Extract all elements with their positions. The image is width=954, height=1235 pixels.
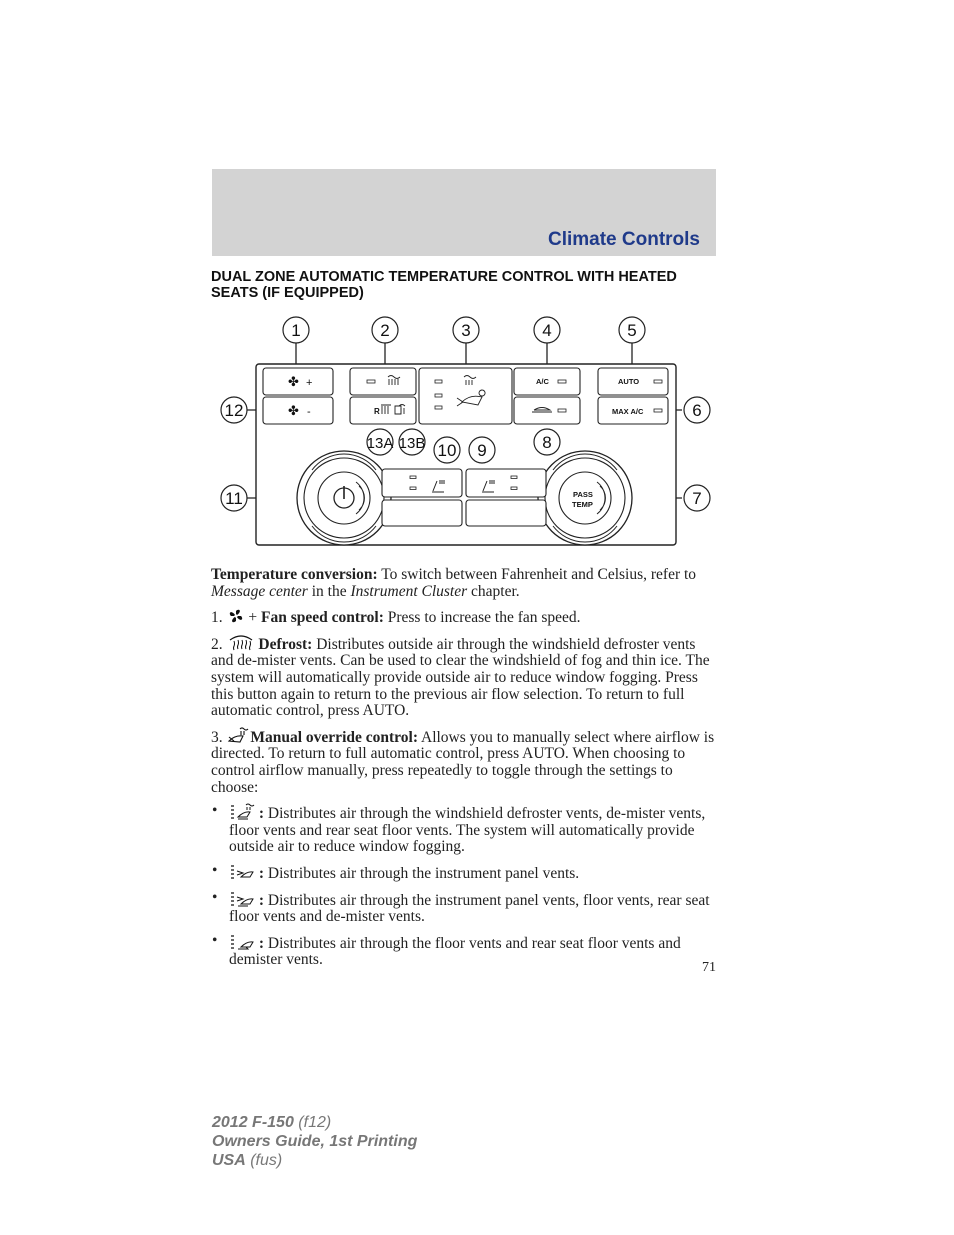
list-item: [211, 863, 717, 883]
item-manual-override: [211, 727, 717, 796]
item-defrost: [211, 634, 717, 720]
item-text: Press to increase the fan speed.: [383, 609, 581, 627]
defrost-button[interactable]: [350, 368, 416, 395]
max-ac-label: MAX A/C: [612, 407, 644, 416]
term-temperature-conversion: Temperature conversion:: [211, 566, 378, 583]
fan-speed-down-button[interactable]: [263, 397, 333, 424]
list-item-text: Distributes air through the floor vents and rear seat floor vents and demister vents.: [229, 934, 681, 969]
footer-line-1: [212, 1113, 417, 1132]
passenger-heated-seat-button[interactable]: [466, 469, 546, 497]
passenger-temperature-knob[interactable]: [538, 451, 632, 545]
callout-1: [283, 317, 309, 343]
callout-6: [684, 397, 710, 423]
temp-label: TEMP: [572, 500, 593, 509]
colon: :: [258, 864, 265, 882]
callout-5: [619, 317, 645, 343]
callout-3: [453, 317, 479, 343]
blank-button-right[interactable]: [466, 500, 546, 526]
message-center-reference: Message center: [211, 582, 308, 600]
svg-text:12: 12: [224, 401, 244, 420]
svg-text:13A: 13A: [366, 435, 394, 452]
manual-override-button[interactable]: [419, 368, 512, 424]
callout-9: [469, 437, 495, 463]
footer-line-3: [212, 1151, 417, 1170]
callout-4: [534, 317, 560, 343]
term-defrost: Defrost:: [258, 635, 313, 653]
ac-button[interactable]: [514, 368, 580, 395]
fan-plus-label: +: [306, 377, 313, 389]
footer-market-code: (fus): [245, 1152, 283, 1169]
manual-override-icon: [227, 727, 247, 745]
item-number: 3.: [211, 728, 223, 746]
svg-text:7: 7: [692, 489, 702, 508]
auto-button[interactable]: [598, 368, 668, 395]
svg-text:6: 6: [692, 401, 702, 420]
rear-window-airflow-button[interactable]: [514, 397, 580, 424]
fan-icon: ✤: [288, 403, 299, 418]
callout-8: [534, 429, 560, 455]
defrost-icon: [227, 634, 255, 652]
svg-text:11: 11: [225, 489, 243, 508]
recirc-r-label: R: [374, 407, 380, 416]
list-item-text: Distributes air through the instrument panel vents.: [264, 864, 580, 882]
blank-button-left[interactable]: [382, 500, 462, 526]
panel-vent-mode-icon: [229, 863, 255, 881]
svg-text:4: 4: [542, 321, 552, 340]
instrument-cluster-reference: Instrument Cluster: [350, 582, 468, 600]
fan-minus-label: -: [307, 406, 311, 418]
page-number: 71: [702, 960, 716, 975]
ac-label: A/C: [536, 377, 549, 386]
temperature-conversion-paragraph: [211, 567, 717, 600]
term-fan-speed: Fan speed control:: [261, 609, 384, 627]
climate-control-panel-diagram: [212, 310, 702, 550]
list-item: [211, 890, 717, 926]
list-item-text: Distributes air through the windshield defroster vents, de-mister vents, floor vents and rear seat floor vents. The system will automatically provide outside air to reduce window fogging.: [229, 805, 706, 856]
footer-model: 2012 F-150: [212, 1114, 294, 1131]
footer-model-code: (f12): [293, 1114, 332, 1131]
svg-text:10: 10: [437, 441, 457, 460]
term-manual-override: Manual override control:: [250, 728, 418, 746]
intro-text-3: chapter.: [467, 582, 520, 600]
svg-text:8: 8: [542, 433, 552, 452]
header-band: [212, 169, 716, 256]
recirculation-button[interactable]: [350, 397, 416, 424]
item-text: Allows you to manually select where airflow is directed. To return to full automatic control, press AUTO. When choosing to control airflow manually, press repeatedly to toggle through the settings to choose:: [211, 728, 715, 796]
bullet: •: [212, 802, 218, 820]
airflow-settings-list: [211, 803, 717, 969]
item-fan-speed: [211, 607, 717, 627]
svg-text:3: 3: [461, 321, 471, 340]
callout-13b: [399, 429, 426, 455]
item-number: 1.: [211, 609, 223, 627]
callout-11: [221, 485, 247, 511]
list-item: [211, 933, 717, 969]
max-ac-button[interactable]: [598, 397, 668, 424]
svg-text:9: 9: [477, 441, 487, 460]
bullet: •: [212, 931, 218, 949]
footer-printing: Owners Guide, 1st Printing: [212, 1133, 418, 1150]
callout-13a: [367, 429, 394, 455]
bullet: •: [212, 888, 218, 906]
list-item: [211, 803, 717, 856]
svg-text:2: 2: [380, 321, 390, 340]
callout-2: [372, 317, 398, 343]
callout-10: [434, 437, 460, 463]
body-text: [211, 567, 717, 976]
svg-text:13B: 13B: [398, 435, 426, 452]
callout-12: [221, 397, 247, 423]
footer-line-2: [212, 1132, 417, 1151]
bullet: •: [212, 861, 218, 879]
svg-text:1: 1: [291, 321, 301, 340]
chapter-title: Climate Controls: [547, 229, 700, 250]
colon: :: [258, 805, 265, 823]
intro-text-1: To switch between Fahrenheit and Celsius, refer to: [377, 566, 697, 583]
colon: :: [258, 934, 265, 952]
driver-heated-seat-button[interactable]: [382, 469, 462, 497]
footer: [212, 1113, 417, 1170]
pass-label: PASS: [573, 490, 593, 499]
panel-floor-mode-icon: [229, 890, 255, 908]
intro-text-2: in the: [307, 582, 351, 600]
item-text: Distributes outside air through the windshield defroster vents and de-mister vents. Can be used to clear the windshield of fog and thin ice. The system will automatically provide outside air to reduce window fogging. Press this button again to return to the previous air flow selection. To return to full automatic control, press AUTO.: [211, 635, 710, 720]
plus-sign: +: [248, 609, 258, 627]
floor-mode-icon: [229, 933, 255, 951]
colon: :: [258, 891, 265, 909]
defrost-floor-mode-icon: [229, 803, 255, 821]
fan-icon: ✤: [288, 374, 299, 389]
item-number: 2.: [211, 635, 223, 653]
callout-7: [684, 485, 710, 511]
svg-text:5: 5: [627, 321, 637, 340]
list-item-text: Distributes air through the instrument panel vents, floor vents, rear seat floor vents and de-mister vents.: [229, 891, 710, 926]
driver-temperature-knob[interactable]: [297, 451, 391, 545]
fan-icon: [227, 607, 245, 625]
footer-market: USA: [212, 1152, 246, 1169]
section-heading: DUAL ZONE AUTOMATIC TEMPERATURE CONTROL WITH HEATED SEATS (IF EQUIPPED): [211, 269, 677, 301]
auto-label: AUTO: [618, 377, 640, 386]
fan-speed-up-button[interactable]: [263, 368, 333, 395]
